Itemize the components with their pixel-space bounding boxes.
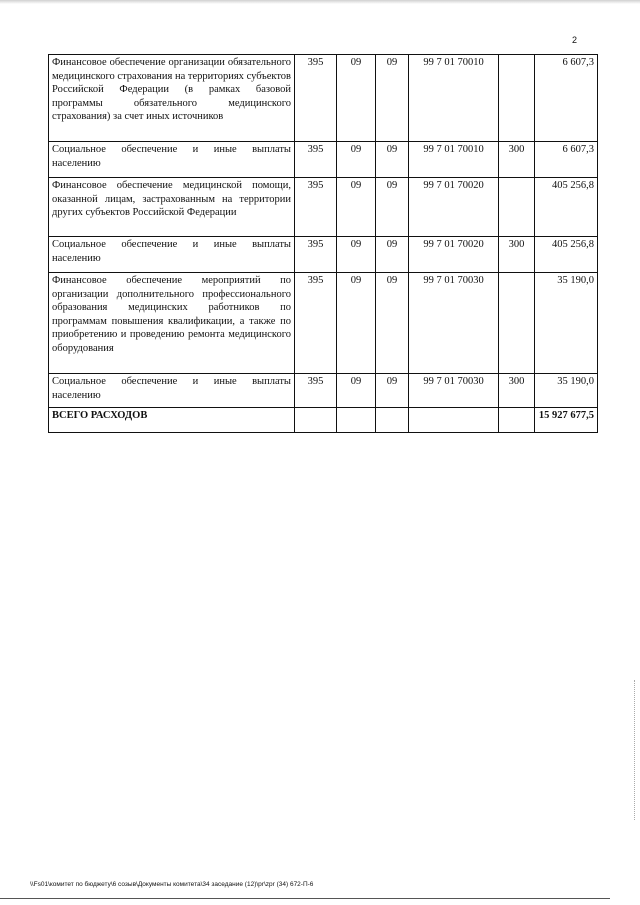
subsection-code: 09 <box>376 178 409 237</box>
target-code: 99 7 01 70010 <box>409 142 499 178</box>
row-name: Социальное обеспечение и иные выплаты населению <box>49 142 295 178</box>
footer-file-path: \\Fs01\комитет по бюджету\6 созыв\Документы комитета\34 заседание (12)\pr\zpr (34) 672-П-6 <box>30 881 314 888</box>
subsection-code: 09 <box>376 374 409 408</box>
ministry-code: 395 <box>295 237 337 273</box>
ministry-code: 395 <box>295 374 337 408</box>
row-name: Финансовое обеспечение медицинской помощи, оказанной лицам, застрахованным на территории других субъектов Российской Федерации <box>49 178 295 237</box>
section-code: 09 <box>337 142 376 178</box>
row-name: Социальное обеспечение и иные выплаты населению <box>49 237 295 273</box>
target-code: 99 7 01 70030 <box>409 374 499 408</box>
row-name: Социальное обеспечение и иные выплаты населению <box>49 374 295 408</box>
subsection-code: 09 <box>376 55 409 142</box>
total-row <box>49 408 598 433</box>
empty-cell <box>409 408 499 433</box>
section-code: 09 <box>337 178 376 237</box>
empty-cell <box>295 408 337 433</box>
section-code: 09 <box>337 55 376 142</box>
section-code: 09 <box>337 273 376 374</box>
table-row <box>49 142 598 178</box>
expense-type-code: 300 <box>499 237 535 273</box>
table-row <box>49 273 598 374</box>
table-row <box>49 178 598 237</box>
table-row <box>49 374 598 408</box>
target-code: 99 7 01 70020 <box>409 178 499 237</box>
ministry-code: 395 <box>295 178 337 237</box>
expense-type-code <box>499 55 535 142</box>
amount-cell: 35 190,0 <box>535 374 598 408</box>
subsection-code: 09 <box>376 237 409 273</box>
scan-edge-marks <box>634 680 637 820</box>
empty-cell <box>337 408 376 433</box>
target-code: 99 7 01 70020 <box>409 237 499 273</box>
page-number: 2 <box>572 35 578 45</box>
section-code: 09 <box>337 237 376 273</box>
table-row <box>49 237 598 273</box>
ministry-code: 395 <box>295 142 337 178</box>
empty-cell <box>376 408 409 433</box>
total-amount: 15 927 677,5 <box>535 408 598 433</box>
amount-cell: 6 607,3 <box>535 142 598 178</box>
expense-type-code <box>499 273 535 374</box>
subsection-code: 09 <box>376 273 409 374</box>
row-name: Финансовое обеспечение мероприятий по организации дополнительного профессионального образования медицинских работников по программам повышения квалификации, а также по приобретению и проведению ремонта медицинского оборудования <box>49 273 295 374</box>
ministry-code: 395 <box>295 55 337 142</box>
row-name: Финансовое обеспечение организации обязательного медицинского страхования на территориях субъектов Российской Федерации (в рамках базовой программы обязательного медицинского страхования) за счет иных источников <box>49 55 295 142</box>
expense-type-code: 300 <box>499 142 535 178</box>
target-code: 99 7 01 70010 <box>409 55 499 142</box>
budget-expenditure-table <box>48 54 598 433</box>
target-code: 99 7 01 70030 <box>409 273 499 374</box>
subsection-code: 09 <box>376 142 409 178</box>
amount-cell: 6 607,3 <box>535 55 598 142</box>
total-label: ВСЕГО РАСХОДОВ <box>49 408 295 433</box>
expense-type-code <box>499 178 535 237</box>
table-row <box>49 55 598 142</box>
empty-cell <box>499 408 535 433</box>
ministry-code: 395 <box>295 273 337 374</box>
amount-cell: 35 190,0 <box>535 273 598 374</box>
amount-cell: 405 256,8 <box>535 237 598 273</box>
amount-cell: 405 256,8 <box>535 178 598 237</box>
scan-top-shadow <box>0 0 640 4</box>
expense-type-code: 300 <box>499 374 535 408</box>
bottom-rule <box>0 898 610 899</box>
section-code: 09 <box>337 374 376 408</box>
